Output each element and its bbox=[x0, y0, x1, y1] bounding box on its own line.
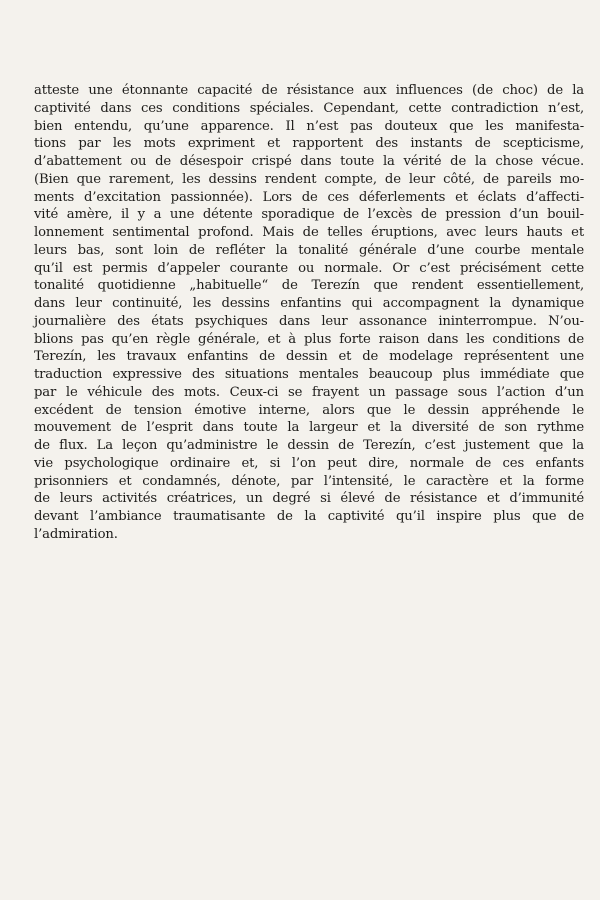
text-line: d’abattement ou de désespoir crispé dans toute la vérité de la chose vécue. bbox=[34, 154, 584, 169]
text-line: Terezín, les travaux enfantins de dessin et de modelage représentent une bbox=[34, 349, 584, 365]
text-line: captivité dans ces conditions spéciales. Cependant, cette contradiction n’est, bbox=[34, 100, 584, 116]
text-line: de flux. La leçon qu’administre le dessin de Terezín, c’est justement que la bbox=[34, 438, 584, 453]
text-line: ments d’excitation passionnée). Lors de ces déferlements et éclats d’affecti- bbox=[34, 189, 584, 205]
text-line: tions par les mots expriment et rapportent des instants de scepticisme, bbox=[34, 136, 584, 152]
text-line: vité amère, il y a une détente sporadique de l’excès de pression d’un bouil- bbox=[34, 207, 584, 223]
text-line: dans leur continuité, les dessins enfantins qui accompagnent la dynamique bbox=[34, 296, 584, 311]
text-line: bien entendu, qu’une apparence. Il n’est pas douteux que les manifesta- bbox=[34, 118, 584, 134]
text-line: journalière des états psychiques dans leur assonance ininterrompue. N’ou- bbox=[34, 313, 584, 329]
text-line: atteste une étonnante capacité de résistance aux influences (de choc) de la bbox=[34, 83, 584, 98]
text-line: (Bien que rarement, les dessins rendent compte, de leur côté, de pareils mo- bbox=[34, 171, 584, 187]
text-line: blions pas qu’en règle générale, et à plus forte raison dans les conditions de bbox=[34, 331, 584, 347]
text-line: devant l’ambiance traumatisante de la captivité qu’il inspire plus que de bbox=[34, 509, 584, 524]
text-line: qu’il est permis d’appeler courante ou normale. Or c’est précisément cette bbox=[34, 260, 584, 276]
text-line: prisonniers et condamnés, dénote, par l’intensité, le caractère et la forme bbox=[34, 473, 584, 489]
text-line: excédent de tension émotive interne, alors que le dessin appréhende le bbox=[34, 402, 584, 418]
text-line: de leurs activités créatrices, un degré si élevé de résistance et d’immunité bbox=[34, 491, 584, 507]
text-line: leurs bas, sont loin de refléter la tonalité générale d’une courbe mentale bbox=[34, 242, 584, 258]
text-line: tonalité quotidienne „habituelle“ de Terezín que rendent essentiellement, bbox=[34, 278, 584, 294]
text-line: par le véhicule des mots. Ceux-ci se frayent un passage sous l’action d’un bbox=[34, 384, 584, 400]
body-paragraph bbox=[34, 82, 584, 544]
text-line: mouvement de l’esprit dans toute la largeur et la diversité de son rythme bbox=[34, 420, 584, 436]
text-line: traduction expressive des situations mentales beaucoup plus immédiate que bbox=[34, 367, 584, 382]
text-line: vie psychologique ordinaire et, si l’on peut dire, normale de ces enfants bbox=[34, 455, 584, 471]
text-line: lonnement sentimental profond. Mais de telles éruptions, avec leurs hauts et bbox=[34, 225, 584, 240]
text-line: l’admiration. bbox=[34, 526, 118, 542]
